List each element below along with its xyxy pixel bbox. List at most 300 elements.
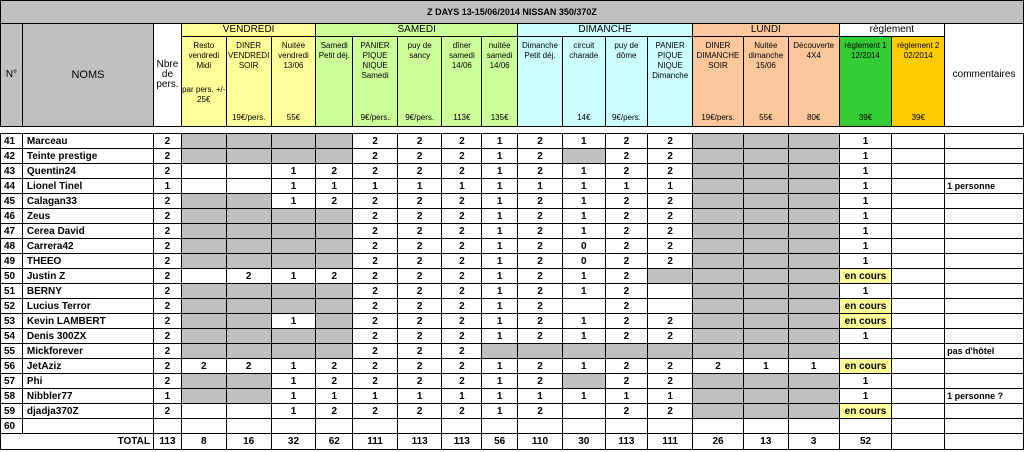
row-cell[interactable] [271, 329, 316, 344]
row-cell[interactable] [562, 299, 605, 314]
row-comment[interactable] [945, 314, 1024, 329]
row-cell[interactable]: 1 [482, 359, 518, 374]
row-cell[interactable]: 2 [353, 284, 398, 299]
row-cell[interactable]: 1 [482, 164, 518, 179]
row-cell[interactable] [226, 149, 271, 164]
row-cell[interactable]: 2 [316, 269, 353, 284]
row-cell[interactable] [226, 299, 271, 314]
row-cell[interactable] [482, 419, 518, 434]
row-cell[interactable]: 2 [316, 404, 353, 419]
row-cell[interactable]: 1 [316, 389, 353, 404]
row-cell[interactable] [693, 404, 744, 419]
row-cell[interactable]: 2 [518, 224, 563, 239]
row-cell[interactable]: 2 [648, 359, 693, 374]
row-cell[interactable] [788, 194, 839, 209]
row-cell[interactable]: 1 [353, 389, 398, 404]
row-comment[interactable] [945, 164, 1024, 179]
row-cell[interactable]: 1 [562, 359, 605, 374]
row-cell[interactable]: 1 [482, 374, 518, 389]
row-cell[interactable] [743, 389, 788, 404]
row-cell[interactable] [743, 344, 788, 359]
row-cell[interactable] [693, 179, 744, 194]
row-comment[interactable] [945, 224, 1024, 239]
row-persons[interactable]: 2 [154, 284, 182, 299]
row-name[interactable]: Nibbler77 [22, 389, 153, 404]
row-cell[interactable] [693, 284, 744, 299]
row-number[interactable]: 42 [1, 149, 23, 164]
row-name[interactable]: Phi [22, 374, 153, 389]
row-cell[interactable] [788, 164, 839, 179]
row-cell[interactable] [562, 149, 605, 164]
row-cell[interactable] [181, 149, 226, 164]
row-cell[interactable] [892, 194, 945, 209]
row-cell[interactable]: 1 [839, 374, 892, 389]
total-cell[interactable]: 3 [788, 434, 839, 450]
row-cell[interactable]: 1 [482, 149, 518, 164]
row-cell[interactable] [226, 284, 271, 299]
row-cell[interactable]: 1 [482, 179, 518, 194]
total-cell[interactable]: 62 [316, 434, 353, 450]
row-cell[interactable] [442, 419, 482, 434]
row-cell[interactable] [892, 329, 945, 344]
row-cell[interactable]: 2 [397, 359, 442, 374]
row-comment[interactable] [945, 269, 1024, 284]
row-cell[interactable]: 1 [562, 329, 605, 344]
total-persons[interactable]: 113 [154, 434, 182, 450]
row-cell[interactable] [562, 404, 605, 419]
row-cell[interactable]: 2 [316, 374, 353, 389]
row-cell[interactable] [693, 314, 744, 329]
row-cell[interactable] [892, 299, 945, 314]
row-cell[interactable] [892, 269, 945, 284]
row-cell[interactable] [693, 374, 744, 389]
row-cell[interactable]: 1 [353, 179, 398, 194]
row-cell[interactable] [892, 149, 945, 164]
row-cell[interactable] [788, 269, 839, 284]
row-cell[interactable]: 2 [397, 374, 442, 389]
row-cell[interactable]: 1 [562, 389, 605, 404]
row-cell[interactable]: 2 [518, 314, 563, 329]
row-cell[interactable]: 2 [648, 224, 693, 239]
row-cell[interactable]: 2 [518, 254, 563, 269]
row-cell[interactable]: 2 [397, 254, 442, 269]
row-cell[interactable]: 1 [482, 269, 518, 284]
row-persons[interactable]: 2 [154, 299, 182, 314]
row-cell[interactable]: 2 [316, 359, 353, 374]
row-cell[interactable] [892, 359, 945, 374]
row-cell[interactable]: 1 [562, 269, 605, 284]
row-number[interactable]: 60 [1, 419, 23, 434]
row-cell[interactable]: 1 [605, 179, 648, 194]
row-name[interactable]: Mickforever [22, 344, 153, 359]
row-name[interactable]: Justin Z [22, 269, 153, 284]
row-cell[interactable] [181, 344, 226, 359]
row-cell[interactable]: 2 [605, 239, 648, 254]
row-number[interactable]: 44 [1, 179, 23, 194]
row-cell[interactable]: 1 [482, 284, 518, 299]
row-cell[interactable] [271, 149, 316, 164]
total-cell[interactable]: 113 [397, 434, 442, 450]
row-cell[interactable] [181, 419, 226, 434]
row-cell[interactable] [271, 419, 316, 434]
row-cell[interactable] [693, 419, 744, 434]
row-cell[interactable] [562, 419, 605, 434]
row-cell[interactable]: 2 [397, 194, 442, 209]
row-persons[interactable]: 2 [154, 314, 182, 329]
row-cell[interactable] [743, 149, 788, 164]
row-cell[interactable]: 2 [316, 194, 353, 209]
row-comment[interactable] [945, 404, 1024, 419]
row-cell[interactable]: 2 [648, 209, 693, 224]
row-cell[interactable] [693, 254, 744, 269]
row-cell[interactable] [271, 284, 316, 299]
row-cell[interactable] [892, 179, 945, 194]
row-cell[interactable]: 1 [316, 179, 353, 194]
row-cell[interactable] [648, 269, 693, 284]
row-name[interactable]: Lucius Terror [22, 299, 153, 314]
row-persons[interactable]: 2 [154, 194, 182, 209]
row-cell[interactable] [693, 164, 744, 179]
row-cell[interactable] [271, 134, 316, 149]
row-cell[interactable]: 2 [397, 209, 442, 224]
row-cell[interactable]: 1 [562, 179, 605, 194]
row-cell[interactable]: 1 [397, 389, 442, 404]
row-name[interactable]: Calagan33 [22, 194, 153, 209]
row-cell[interactable] [892, 209, 945, 224]
row-cell[interactable]: 1 [271, 164, 316, 179]
row-comment[interactable]: pas d'hôtel [945, 344, 1024, 359]
row-cell[interactable] [353, 419, 398, 434]
row-cell[interactable]: 1 [562, 284, 605, 299]
row-cell[interactable] [693, 299, 744, 314]
row-cell[interactable] [743, 209, 788, 224]
row-cell[interactable]: 1 [271, 389, 316, 404]
row-cell[interactable] [788, 404, 839, 419]
row-cell[interactable]: 1 [271, 359, 316, 374]
row-cell[interactable] [743, 194, 788, 209]
row-cell[interactable] [181, 134, 226, 149]
row-cell[interactable]: en cours [839, 404, 892, 419]
row-cell[interactable] [693, 224, 744, 239]
row-cell[interactable] [788, 314, 839, 329]
row-cell[interactable]: 2 [648, 254, 693, 269]
row-cell[interactable] [788, 419, 839, 434]
row-cell[interactable] [181, 224, 226, 239]
row-cell[interactable] [271, 239, 316, 254]
row-cell[interactable] [605, 419, 648, 434]
row-cell[interactable]: 2 [181, 359, 226, 374]
row-persons[interactable]: 2 [154, 239, 182, 254]
row-number[interactable]: 46 [1, 209, 23, 224]
row-cell[interactable]: 1 [518, 179, 563, 194]
row-cell[interactable]: 2 [442, 374, 482, 389]
row-cell[interactable] [181, 329, 226, 344]
row-cell[interactable]: 1 [839, 329, 892, 344]
row-cell[interactable]: 1 [482, 224, 518, 239]
row-cell[interactable]: 1 [482, 239, 518, 254]
row-cell[interactable]: 2 [442, 134, 482, 149]
row-cell[interactable] [788, 374, 839, 389]
row-number[interactable]: 58 [1, 389, 23, 404]
row-cell[interactable]: 1 [839, 224, 892, 239]
row-cell[interactable]: 2 [605, 284, 648, 299]
row-cell[interactable] [648, 344, 693, 359]
row-comment[interactable] [945, 239, 1024, 254]
row-cell[interactable]: 2 [518, 194, 563, 209]
row-cell[interactable] [226, 194, 271, 209]
row-cell[interactable]: 2 [648, 329, 693, 344]
row-cell[interactable] [892, 134, 945, 149]
row-comment[interactable] [945, 134, 1024, 149]
row-cell[interactable]: 2 [518, 269, 563, 284]
row-cell[interactable] [316, 254, 353, 269]
row-cell[interactable]: 1 [271, 179, 316, 194]
row-cell[interactable] [839, 344, 892, 359]
row-number[interactable]: 50 [1, 269, 23, 284]
row-cell[interactable]: 2 [442, 209, 482, 224]
row-cell[interactable]: 2 [648, 134, 693, 149]
row-number[interactable]: 48 [1, 239, 23, 254]
row-cell[interactable]: 2 [518, 404, 563, 419]
row-cell[interactable] [518, 419, 563, 434]
row-cell[interactable] [788, 239, 839, 254]
row-cell[interactable]: 0 [562, 239, 605, 254]
total-cell[interactable]: 56 [482, 434, 518, 450]
row-cell[interactable]: 2 [605, 194, 648, 209]
row-cell[interactable] [892, 284, 945, 299]
row-cell[interactable]: 2 [648, 164, 693, 179]
row-cell[interactable]: 2 [518, 299, 563, 314]
total-cell[interactable]: 110 [518, 434, 563, 450]
row-cell[interactable] [316, 224, 353, 239]
row-cell[interactable] [316, 149, 353, 164]
row-persons[interactable]: 2 [154, 344, 182, 359]
row-cell[interactable]: 2 [648, 239, 693, 254]
row-cell[interactable]: 2 [353, 194, 398, 209]
row-cell[interactable] [226, 329, 271, 344]
row-cell[interactable]: 2 [605, 374, 648, 389]
row-cell[interactable]: 2 [397, 224, 442, 239]
row-name[interactable]: BERNY [22, 284, 153, 299]
row-cell[interactable]: 2 [353, 329, 398, 344]
row-cell[interactable]: en cours [839, 269, 892, 284]
row-cell[interactable]: 2 [605, 209, 648, 224]
row-cell[interactable] [271, 209, 316, 224]
row-cell[interactable] [316, 239, 353, 254]
row-cell[interactable] [693, 149, 744, 164]
row-cell[interactable]: 2 [518, 329, 563, 344]
row-comment[interactable] [945, 419, 1024, 434]
row-cell[interactable] [743, 134, 788, 149]
row-cell[interactable] [397, 419, 442, 434]
row-cell[interactable] [605, 344, 648, 359]
row-comment[interactable] [945, 209, 1024, 224]
row-cell[interactable] [693, 209, 744, 224]
row-cell[interactable] [181, 389, 226, 404]
row-persons[interactable] [154, 419, 182, 434]
row-cell[interactable] [181, 194, 226, 209]
row-cell[interactable]: 2 [353, 359, 398, 374]
row-cell[interactable]: 2 [353, 239, 398, 254]
row-cell[interactable]: 2 [353, 149, 398, 164]
row-cell[interactable]: 2 [397, 149, 442, 164]
row-cell[interactable]: 1 [482, 194, 518, 209]
row-cell[interactable]: 1 [397, 179, 442, 194]
row-cell[interactable] [482, 344, 518, 359]
row-cell[interactable]: 0 [562, 254, 605, 269]
row-cell[interactable]: 2 [605, 224, 648, 239]
row-cell[interactable] [839, 419, 892, 434]
row-cell[interactable] [226, 419, 271, 434]
row-cell[interactable] [181, 209, 226, 224]
row-cell[interactable] [316, 329, 353, 344]
row-cell[interactable]: 2 [353, 344, 398, 359]
row-name[interactable]: Lionel Tinel [22, 179, 153, 194]
row-cell[interactable]: 1 [839, 134, 892, 149]
row-cell[interactable]: 1 [482, 299, 518, 314]
row-cell[interactable]: 1 [839, 284, 892, 299]
row-persons[interactable]: 2 [154, 374, 182, 389]
row-cell[interactable]: 2 [397, 284, 442, 299]
row-cell[interactable] [743, 419, 788, 434]
row-cell[interactable] [271, 344, 316, 359]
row-cell[interactable] [226, 134, 271, 149]
row-name[interactable]: djadja370Z [22, 404, 153, 419]
row-cell[interactable] [226, 224, 271, 239]
row-cell[interactable]: 1 [562, 314, 605, 329]
row-cell[interactable]: 1 [562, 194, 605, 209]
total-cell[interactable]: 113 [442, 434, 482, 450]
row-cell[interactable]: 2 [518, 209, 563, 224]
row-cell[interactable] [743, 314, 788, 329]
row-cell[interactable] [316, 314, 353, 329]
row-cell[interactable]: 2 [518, 374, 563, 389]
row-number[interactable]: 51 [1, 284, 23, 299]
row-cell[interactable]: 2 [605, 404, 648, 419]
row-cell[interactable]: 1 [743, 359, 788, 374]
row-cell[interactable] [743, 284, 788, 299]
row-comment[interactable]: 1 personne [945, 179, 1024, 194]
row-cell[interactable] [181, 179, 226, 194]
row-cell[interactable]: 2 [353, 269, 398, 284]
row-comment[interactable] [945, 149, 1024, 164]
row-cell[interactable] [743, 179, 788, 194]
row-comment[interactable] [945, 329, 1024, 344]
row-cell[interactable]: 2 [316, 164, 353, 179]
row-cell[interactable]: 1 [839, 179, 892, 194]
row-cell[interactable]: 2 [442, 194, 482, 209]
row-cell[interactable] [892, 404, 945, 419]
row-cell[interactable] [226, 179, 271, 194]
row-cell[interactable]: 1 [648, 179, 693, 194]
row-cell[interactable] [562, 344, 605, 359]
row-name[interactable]: Zeus [22, 209, 153, 224]
row-cell[interactable]: 1 [271, 314, 316, 329]
row-cell[interactable]: 1 [562, 209, 605, 224]
row-cell[interactable]: 2 [605, 329, 648, 344]
row-cell[interactable] [743, 329, 788, 344]
row-cell[interactable]: 2 [442, 149, 482, 164]
row-cell[interactable] [743, 239, 788, 254]
row-cell[interactable]: 2 [442, 164, 482, 179]
row-persons[interactable]: 2 [154, 404, 182, 419]
row-cell[interactable]: 1 [482, 134, 518, 149]
row-cell[interactable]: 2 [397, 239, 442, 254]
row-cell[interactable] [181, 404, 226, 419]
row-name[interactable]: Cerea David [22, 224, 153, 239]
total-cell[interactable]: 26 [693, 434, 744, 450]
row-cell[interactable]: 1 [271, 269, 316, 284]
row-cell[interactable] [743, 164, 788, 179]
row-cell[interactable]: 1 [482, 404, 518, 419]
row-cell[interactable] [316, 209, 353, 224]
row-cell[interactable]: 2 [693, 359, 744, 374]
row-cell[interactable]: 2 [518, 164, 563, 179]
row-cell[interactable] [181, 164, 226, 179]
row-name[interactable]: Teinte prestige [22, 149, 153, 164]
row-persons[interactable]: 2 [154, 269, 182, 284]
row-cell[interactable] [892, 224, 945, 239]
row-comment[interactable] [945, 254, 1024, 269]
row-cell[interactable]: 2 [605, 314, 648, 329]
row-cell[interactable]: 1 [562, 224, 605, 239]
row-cell[interactable]: 2 [353, 374, 398, 389]
row-persons[interactable]: 2 [154, 254, 182, 269]
row-number[interactable]: 43 [1, 164, 23, 179]
row-number[interactable]: 57 [1, 374, 23, 389]
total-cell[interactable]: 30 [562, 434, 605, 450]
row-name[interactable]: JetAziz [22, 359, 153, 374]
total-cell[interactable]: 8 [181, 434, 226, 450]
row-cell[interactable] [648, 284, 693, 299]
row-name[interactable]: Carrera42 [22, 239, 153, 254]
row-cell[interactable] [226, 209, 271, 224]
row-cell[interactable]: 2 [442, 224, 482, 239]
row-cell[interactable]: 2 [397, 404, 442, 419]
row-cell[interactable] [226, 374, 271, 389]
row-persons[interactable]: 2 [154, 134, 182, 149]
row-cell[interactable]: 1 [562, 164, 605, 179]
row-cell[interactable] [648, 419, 693, 434]
row-cell[interactable] [648, 299, 693, 314]
row-cell[interactable] [788, 284, 839, 299]
row-cell[interactable] [316, 344, 353, 359]
row-cell[interactable]: 1 [482, 314, 518, 329]
row-cell[interactable] [226, 254, 271, 269]
row-persons[interactable]: 1 [154, 179, 182, 194]
row-cell[interactable]: 2 [518, 284, 563, 299]
row-cell[interactable] [693, 239, 744, 254]
row-number[interactable]: 56 [1, 359, 23, 374]
row-cell[interactable] [271, 254, 316, 269]
row-comment[interactable]: 1 personne ? [945, 389, 1024, 404]
row-comment[interactable] [945, 284, 1024, 299]
row-cell[interactable] [743, 404, 788, 419]
row-cell[interactable] [892, 314, 945, 329]
row-cell[interactable]: 1 [605, 389, 648, 404]
row-name[interactable]: Quentin24 [22, 164, 153, 179]
row-cell[interactable] [693, 389, 744, 404]
row-cell[interactable] [271, 224, 316, 239]
row-cell[interactable] [788, 254, 839, 269]
row-cell[interactable]: 2 [353, 254, 398, 269]
row-cell[interactable]: 2 [442, 284, 482, 299]
row-cell[interactable]: 1 [839, 239, 892, 254]
row-cell[interactable] [693, 269, 744, 284]
row-cell[interactable]: en cours [839, 314, 892, 329]
total-cell[interactable]: 111 [353, 434, 398, 450]
row-cell[interactable] [743, 254, 788, 269]
